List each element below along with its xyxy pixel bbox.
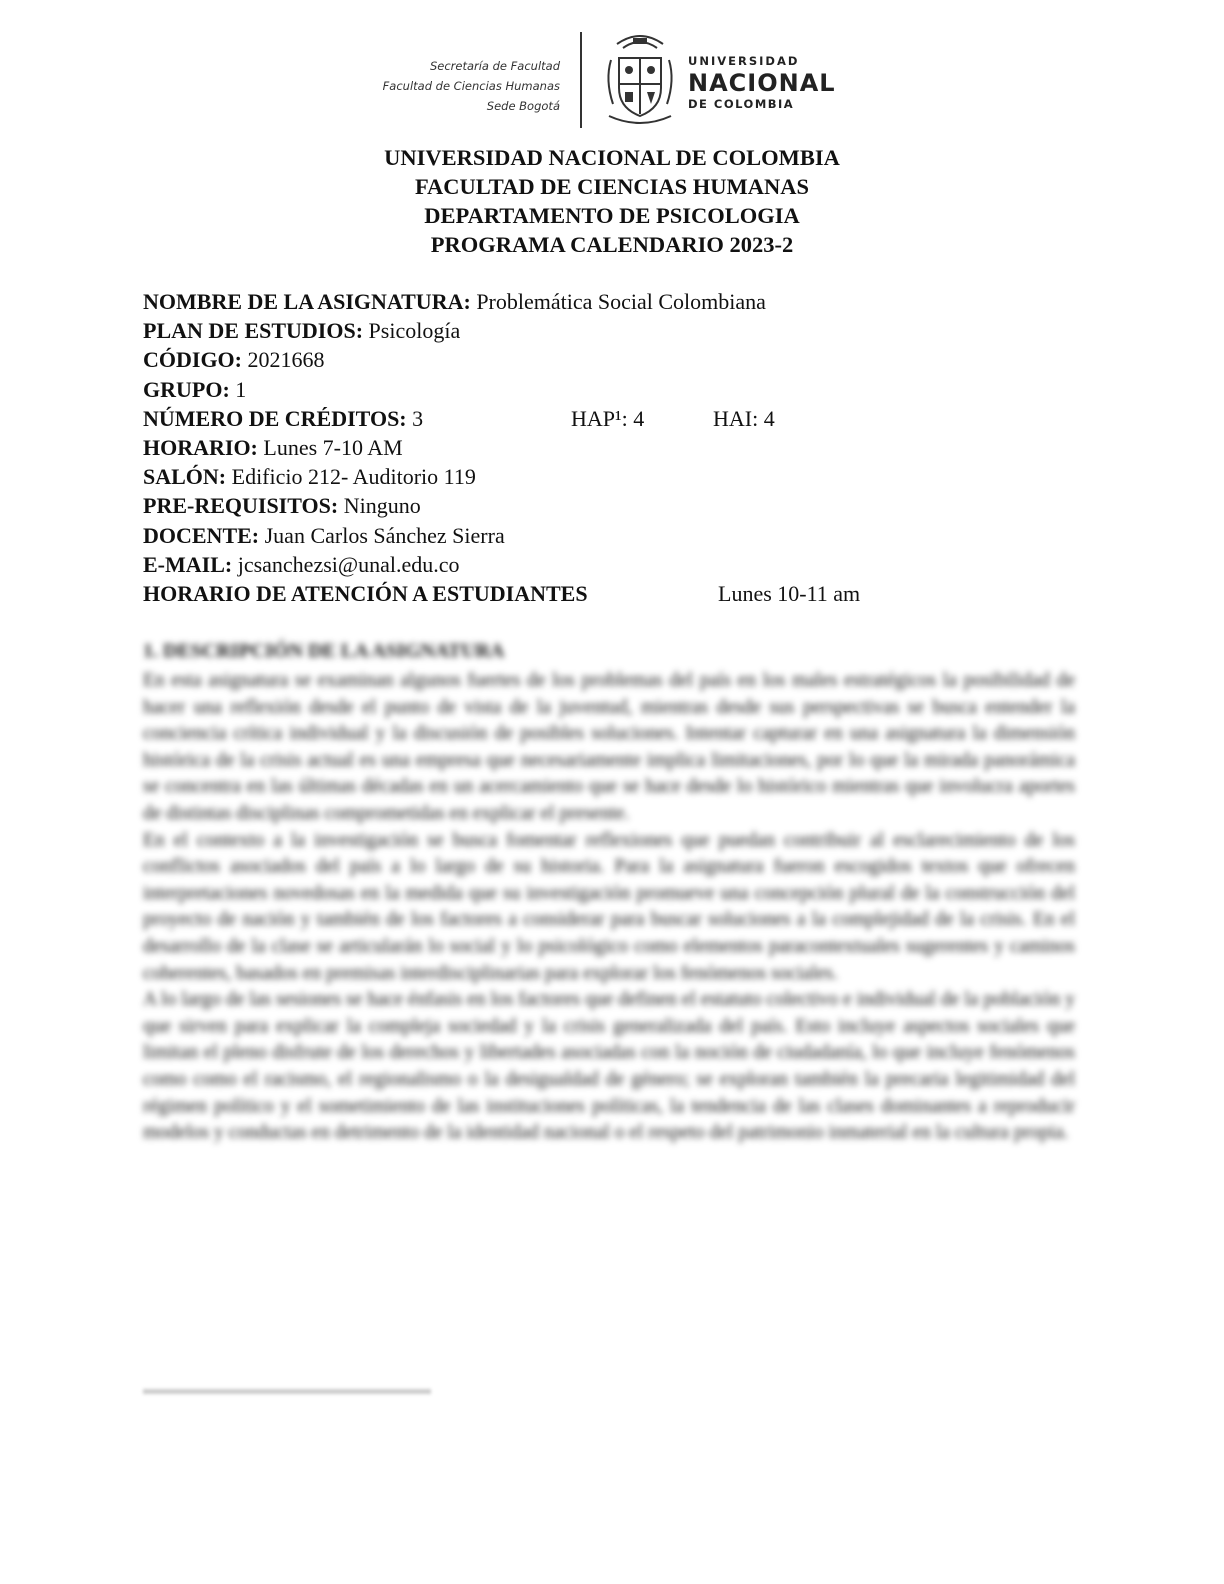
- footnote-rule: [143, 1389, 431, 1394]
- horario-label: HORARIO:: [143, 434, 258, 460]
- salon-value: Edificio 212- Auditorio 119: [226, 464, 476, 490]
- description-paragraph-1: En esta asignatura se examinan algunos fuertes de los problemas del país en los males estratégicos la posibilidad de hacer una reflexión desde el punto de vista de la juventud, mientras desde sus perspectivas se busca entender la conciencia crítica individual y la discusión de posibles soluciones. Intentar capturar en una asignatura la dimensión histórica de la crisis actual es una empresa que necesariamente implica limitaciones, por lo que la mirada panorámica se concentra en las últimas décadas en un acercamiento que se hace desde lo histórico mientras que involucra aportes de distintas disciplinas comprometidas en explicar el presente.: [143, 670, 1075, 824]
- grupo-value: 1: [229, 376, 247, 402]
- course-info: [143, 287, 1043, 608]
- description-paragraph-2: En el contexto a la investigación se busca fomentar reflexiones que puedan contribuir al esclarecimiento de los conflictos asociados del país a lo largo de su historia. Para la asignatura fueron escogidos textos que ofrecen interpretaciones novedosas en la medida que su investigación promueve una concepción plural de la construcción del proyecto de nación y también de los factores a considerar para buscar soluciones a la complejidad de la crisis. En el desarrollo de la clase se articularán lo social y lo psicológico como elementos paracontextuales sugerentes y caminos coherentes, basados en premisas interdisciplinarias para explorar los fenómenos sociales.: [143, 829, 1075, 984]
- wordmark-line3: DE COLOMBIA: [688, 96, 795, 111]
- document-titles: [0, 143, 1224, 259]
- creditos-value: 3: [406, 405, 424, 431]
- secretaria-text: Secretaría de Facultad: [429, 59, 560, 73]
- description-section: [143, 638, 1075, 1147]
- email-label: E-MAIL:: [143, 551, 233, 577]
- atencion-label: HORARIO DE ATENCIÓN A ESTUDIANTES: [143, 580, 588, 606]
- description-paragraph-3: A lo largo de las sesiones se hace énfasis en los factores que definen el estatuto colectivo e individual de la población y que sirven para explicar la compleja sociedad y la crisis generalizada del país. Esto incluye aspectos sociales que limitan el pleno disfrute de los derechos y libertades asociadas con la noción de ciudadanía, lo que incluye fenómenos como como el racismo, el regionalismo o la desigualdad de género; se exploran también la precaria legitimidad del régimen político y el sometimiento de las instituciones políticas, la tendencia de las clases dominantes a reproducir modelos y conductas en detrimento de la identidad nacional o el respeto del patrimonio inmaterial en la cultura propia.: [143, 989, 1075, 1144]
- codigo-value: 2021668: [242, 347, 325, 373]
- info-row-nombre: [143, 287, 1043, 316]
- info-row-plan: [143, 316, 1043, 345]
- title-faculty: FACULTAD DE CIENCIAS HUMANAS: [414, 174, 809, 199]
- grupo-label: GRUPO:: [143, 376, 230, 402]
- docente-value: Juan Carlos Sánchez Sierra: [259, 522, 505, 548]
- info-row-docente: [143, 521, 1043, 550]
- atencion-value: Lunes 10-11 am: [718, 580, 861, 606]
- faculty-secretariat-block: [383, 56, 560, 116]
- info-row-email: [143, 550, 1043, 579]
- info-row-codigo: [143, 345, 1043, 374]
- plan-value: Psicología: [363, 318, 461, 344]
- title-program: PROGRAMA CALENDARIO 2023-2: [430, 232, 794, 257]
- info-row-horario: [143, 433, 1043, 462]
- codigo-label: CÓDIGO:: [143, 347, 242, 373]
- title-university: UNIVERSIDAD NACIONAL DE COLOMBIA: [384, 145, 840, 170]
- horario-value: Lunes 7-10 AM: [257, 434, 403, 460]
- facultad-text: Facultad de Ciencias Humanas: [382, 79, 560, 93]
- docente-label: DOCENTE:: [143, 522, 260, 548]
- wordmark-line1: UNIVERSIDAD: [688, 54, 800, 68]
- info-row-salon: [143, 462, 1043, 491]
- email-value: jcsanchezsi@unal.edu.co: [232, 551, 460, 577]
- letterhead: [360, 30, 880, 130]
- nombre-value: Problemática Social Colombiana: [470, 289, 766, 314]
- sede-text: Sede Bogotá: [486, 99, 560, 113]
- hai-value: HAI: 4: [713, 405, 775, 431]
- university-crest-icon: [603, 30, 677, 130]
- hap-value: HAP¹: 4: [571, 405, 645, 431]
- prereq-label: PRE-REQUISITOS:: [143, 493, 339, 519]
- info-row-atencion: [143, 579, 1043, 608]
- prereq-value: Ninguno: [338, 493, 421, 519]
- title-department: DEPARTAMENTO DE PSICOLOGIA: [424, 203, 800, 228]
- university-wordmark: [688, 56, 836, 110]
- plan-label: PLAN DE ESTUDIOS:: [143, 318, 364, 344]
- section-heading: 1. DESCRIPCIÓN DE LA ASIGNATURA: [143, 640, 505, 662]
- salon-label: SALÓN:: [143, 464, 227, 490]
- nombre-label: NOMBRE DE LA ASIGNATURA:: [143, 289, 471, 314]
- wordmark-line2: NACIONAL: [688, 68, 836, 97]
- creditos-label: NÚMERO DE CRÉDITOS:: [143, 405, 407, 431]
- info-row-creditos: [143, 404, 1043, 433]
- header-divider: [580, 32, 582, 128]
- info-row-grupo: [143, 375, 1043, 404]
- info-row-prereq: [143, 491, 1043, 520]
